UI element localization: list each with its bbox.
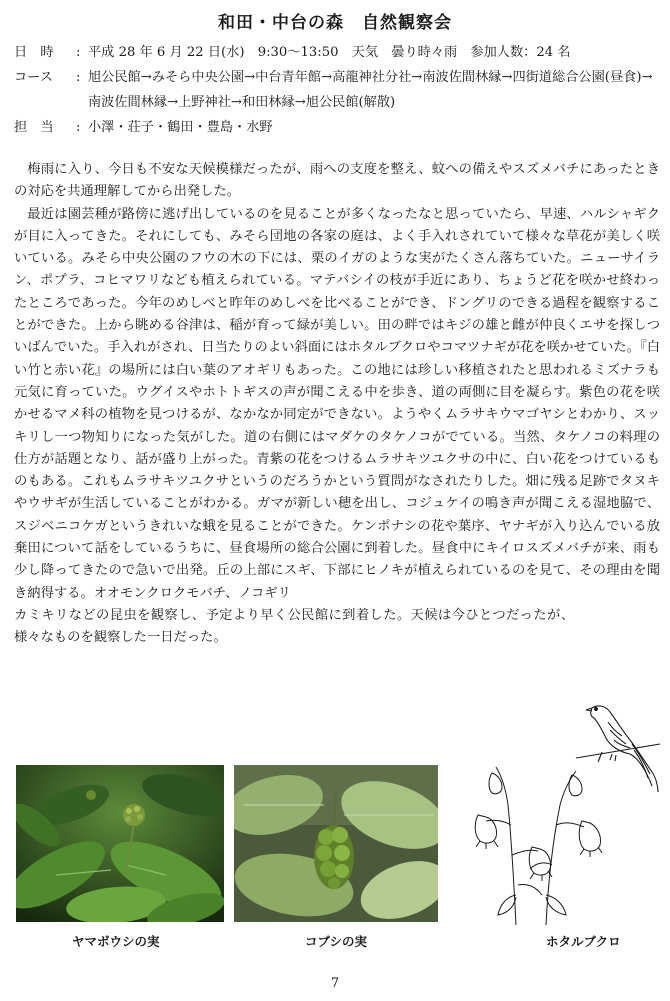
course-row <box>14 65 659 115</box>
date-value: 平成 28 年 6 月 22 日(水) 9:30〜13:50 天気 曇り時々雨 参加人数：24 名 <box>88 45 571 60</box>
yamaboushi-photo <box>16 765 224 922</box>
report-body <box>14 159 660 650</box>
caption-kobushi: コブシの実 <box>305 934 368 949</box>
colon: : <box>76 120 81 135</box>
caption-yamaboushi: ヤマボウシの実 <box>72 934 160 949</box>
hotarubukuro-drawing <box>456 765 616 925</box>
staff-value: 小澤・荘子・鶴田・豊島・水野 <box>88 120 273 135</box>
page-number: 7 <box>330 976 340 991</box>
course-label: コース <box>14 70 53 85</box>
kobushi-photo <box>234 765 438 922</box>
colon: : <box>76 70 81 85</box>
date-row <box>14 40 659 65</box>
colon: : <box>76 45 81 60</box>
course-value: 旭公民館→みそら中央公園→中台青年館→高龍神社分社→南波佐間林縁→四街道総合公園(昼食)→南波佐間林縁→上野神社→和田林縁→旭公民館(解散) <box>88 70 653 110</box>
staff-row <box>14 115 659 140</box>
paragraph-closing: カミキリなどの昆虫を観察し、予定より早く公民館に到着した。天候は今ひとつだったが、様々なものを観察した一日だった。 <box>14 607 574 646</box>
paragraph-intro: 梅雨に入り、今日も不安な天候模様だったが、雨への支度を整え、蚊への備えやスズメバチにあったときの対応を共通理解してから出発した。 <box>14 162 660 200</box>
date-label: 日 時 <box>14 45 54 60</box>
caption-hotarubukuro: ホタルブクロ <box>546 934 621 949</box>
paragraph-main: 最近は園芸種が路傍に逃げ出しているのを見ることが多くなったなと思っていたら、早速、ハルシャギクが目に入ってきた。それにしても、みそら団地の各家の庭は、よく手入れされていて様々な草花が美しく咲いている。みそら中央公園のフウの木の下には、栗のイガのような実がたくさん落ちていた。ニューサイラン、ポプラ、コヒマワリなども植えられている。マテバシイの枝が手近にあり、ちょうど花を咲かせ終わったところであった。今年のめしべと昨年のめしべを比べることができ、ドングリのできる過程を観察することができた。上から眺める谷津は、稲が育って緑が美しい。田の畔ではキジの雄と雌が仲良くエサを探しついばんでいた。手入れがされ、日当たりのよい斜面にはホタルブクロやコマツナギが花を咲かせていた。『白い竹と赤い花』の場所には白い葉のアオギリもあった。この地には珍しい移植されたと思われるミズナラも元気に育っていた。ウグイスやホトトギスの声が聞こえる中を歩き、道の両側に目を凝らす。紫色の花を咲かせるマメ科の植物を見つけるが、なかなか同定ができない。ようやくムラサキウマゴヤシとわかり、スッキリし一つ物知りになった気がした。道の右側にはマダケのタケノコがでている。当然、タケノコの料理の仕方が話題となり、話が盛り上がった。青紫の花をつけるムラサキツユクサの中に、白い花をつけているものもある。これもムラサキツユクサというのだろうかという質問がなされたりした。畑に残る足跡でタヌキやウサギが生活していることがわかる。ガマが新しい穂を出し、コジュケイの鳴き声が聞こえる湿地脇で、スジベニコケガというきれいな蛾を見ることができた。ケンポナシの花や葉序、ヤナギが入り込んでいる放棄田について話をしているうちに、昼食場所の総合公園に到着した。昼食中にキイロスズメバチが来、雨も少し降ってきたので急いで出発。丘の上部にスギ、下部にヒノキが植えられているのを見て、その理由を聞き納得する。オオモンクロクモバチ、ノコギリ <box>14 206 660 601</box>
staff-label: 担 当 <box>14 120 54 135</box>
event-info <box>14 40 659 140</box>
document-title: 和田・中台の森 自然観察会 <box>218 13 452 33</box>
